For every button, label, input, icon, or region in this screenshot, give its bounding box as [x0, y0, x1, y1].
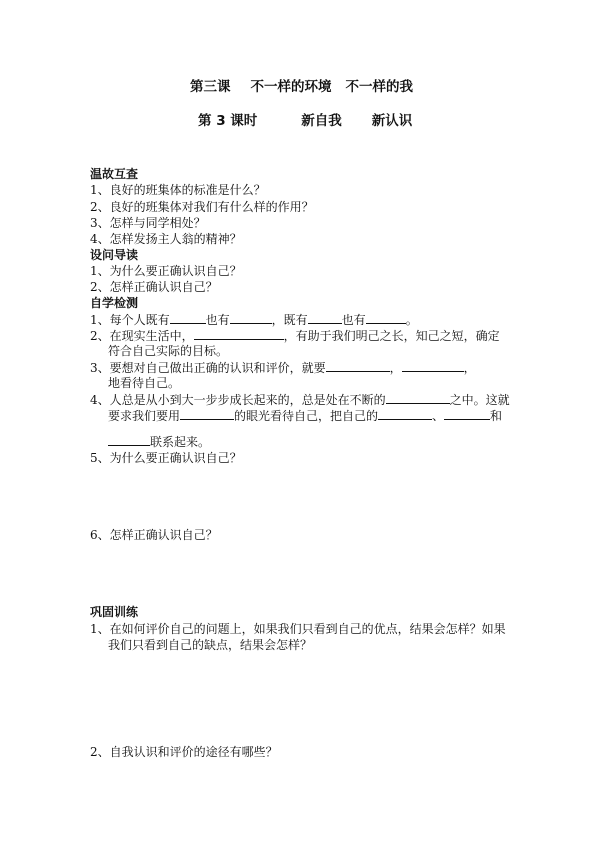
- selftest-q4-cont2: [108, 434, 210, 450]
- q4-blank-2[interactable]: [180, 408, 234, 420]
- guide-item-1: 1、为什么要正确认识自己？: [90, 264, 242, 278]
- selftest-q2-cont: 符合自己实际的目标。: [108, 344, 229, 358]
- q3-text-b: ，: [389, 361, 402, 375]
- selftest-heading: 自学检测: [90, 296, 139, 310]
- selftest-q3-cont: 地看待自己。: [108, 376, 181, 390]
- selftest-q3: [90, 360, 476, 376]
- lesson-theme-2: 不一样的我: [345, 79, 413, 95]
- review-item-1: 1、良好的班集体的标准是什么？: [90, 183, 266, 197]
- q1-blank-3[interactable]: [308, 312, 342, 324]
- period-sub-1: 新自我: [301, 113, 342, 129]
- selftest-q5: 5、为什么要正确认识自己？: [90, 451, 242, 465]
- q1-text-d: 也有: [341, 313, 366, 327]
- period-sub-2: 新认识: [371, 113, 413, 129]
- consolidate-q1: 1、在如何评价自己的问题上，如果我们只看到自己的优点，结果会怎样？如果: [90, 622, 506, 636]
- review-item-2: 2、良好的班集体对我们有什么样的作用？: [90, 200, 314, 214]
- q1-text-e: 。: [405, 313, 418, 327]
- q2-text-b: ，有助于我们明己之长，知己之短，确定: [283, 329, 500, 343]
- selftest-q4: [90, 392, 510, 408]
- selftest-q6: 6、怎样正确认识自己？: [90, 528, 218, 542]
- lesson-number: 第三课: [190, 79, 231, 95]
- q2-blank-1[interactable]: [194, 328, 284, 340]
- q4-text-a: 4、人总是从小到大一步步成长起来的，总是处在不断的: [90, 393, 386, 407]
- selftest-q2: [90, 328, 500, 344]
- period-title: [198, 114, 412, 129]
- q1-text-b: 也有: [205, 313, 230, 327]
- q1-text-a: 1、每个人既有: [90, 313, 170, 327]
- q3-text-c: ，: [463, 361, 476, 375]
- q4-blank-5[interactable]: [108, 434, 150, 446]
- q1-blank-1[interactable]: [170, 312, 206, 324]
- lesson-theme-1: 不一样的环境: [250, 79, 332, 95]
- guide-item-2: 2、怎样正确认识自己？: [90, 280, 218, 294]
- q4-text-e: 、: [432, 409, 445, 423]
- review-heading: 温故互查: [90, 167, 139, 181]
- q3-blank-2[interactable]: [402, 360, 464, 372]
- review-item-3: 3、怎样与同学相处？: [90, 216, 206, 230]
- review-item-4: 4、怎样发扬主人翁的精神？: [90, 232, 242, 246]
- selftest-q4-cont: [108, 408, 502, 424]
- guide-heading: 设问导读: [90, 248, 139, 262]
- period-number: 第 3 课时: [198, 113, 258, 129]
- q4-text-d: 的眼光看待自己，把自己的: [234, 409, 379, 423]
- q3-text-a: 3、要想对自己做出正确的认识和评价，就要: [90, 361, 326, 375]
- q1-blank-2[interactable]: [230, 312, 272, 324]
- consolidate-heading: 巩固训练: [90, 605, 139, 619]
- q1-text-c: ，既有: [271, 313, 308, 327]
- consolidate-q2: 2、自我认识和评价的途径有哪些？: [90, 745, 278, 759]
- q4-blank-4[interactable]: [444, 408, 490, 420]
- selftest-q1: [90, 312, 418, 328]
- consolidate-q1-cont: 我们只看到自己的缺点，结果会怎样？: [108, 638, 313, 652]
- q4-text-g: 联系起来。: [150, 435, 211, 449]
- q1-blank-4[interactable]: [366, 312, 406, 324]
- q4-blank-1[interactable]: [386, 392, 450, 404]
- q4-blank-3[interactable]: [378, 408, 432, 420]
- lesson-title: [190, 80, 413, 95]
- q2-text-a: 2、在现实生活中，: [90, 329, 194, 343]
- q4-text-f: 和: [490, 409, 503, 423]
- q4-text-b: 之中。这就: [449, 393, 510, 407]
- q4-text-c: 要求我们要用: [108, 409, 181, 423]
- q3-blank-1[interactable]: [326, 360, 390, 372]
